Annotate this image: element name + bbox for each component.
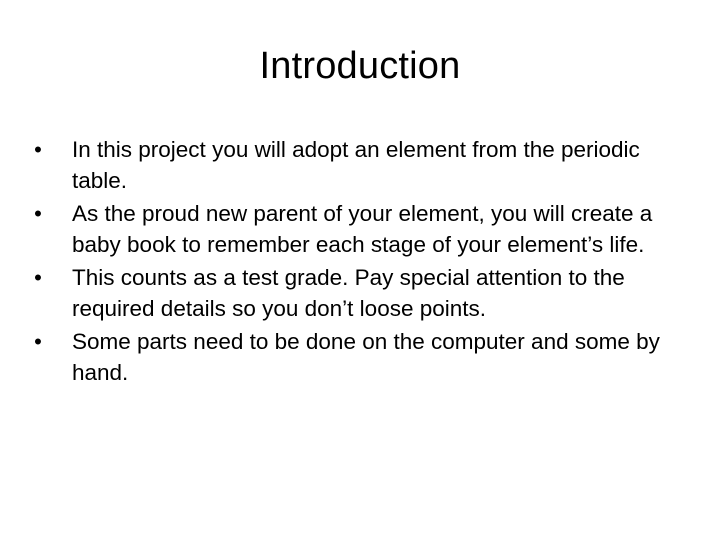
bullet-list bbox=[28, 134, 688, 390]
bullet-item bbox=[28, 326, 688, 388]
bullet-text: In this project you will adopt an element from the periodic table. bbox=[72, 137, 640, 193]
bullet-icon: • bbox=[34, 265, 42, 290]
bullet-text: Some parts need to be done on the computer and some by hand. bbox=[72, 329, 660, 385]
bullet-icon: • bbox=[34, 329, 42, 354]
bullet-item bbox=[28, 134, 688, 196]
bullet-text: As the proud new parent of your element, you will create a baby book to remember each stage of your element’s life. bbox=[72, 201, 653, 257]
slide-title: Introduction bbox=[259, 45, 461, 87]
bullet-item bbox=[28, 262, 688, 324]
bullet-item bbox=[28, 198, 688, 260]
bullet-text: This counts as a test grade. Pay special attention to the required details so you don’t loose points. bbox=[72, 265, 625, 321]
bullet-icon: • bbox=[34, 137, 42, 162]
bullet-icon: • bbox=[34, 201, 42, 226]
